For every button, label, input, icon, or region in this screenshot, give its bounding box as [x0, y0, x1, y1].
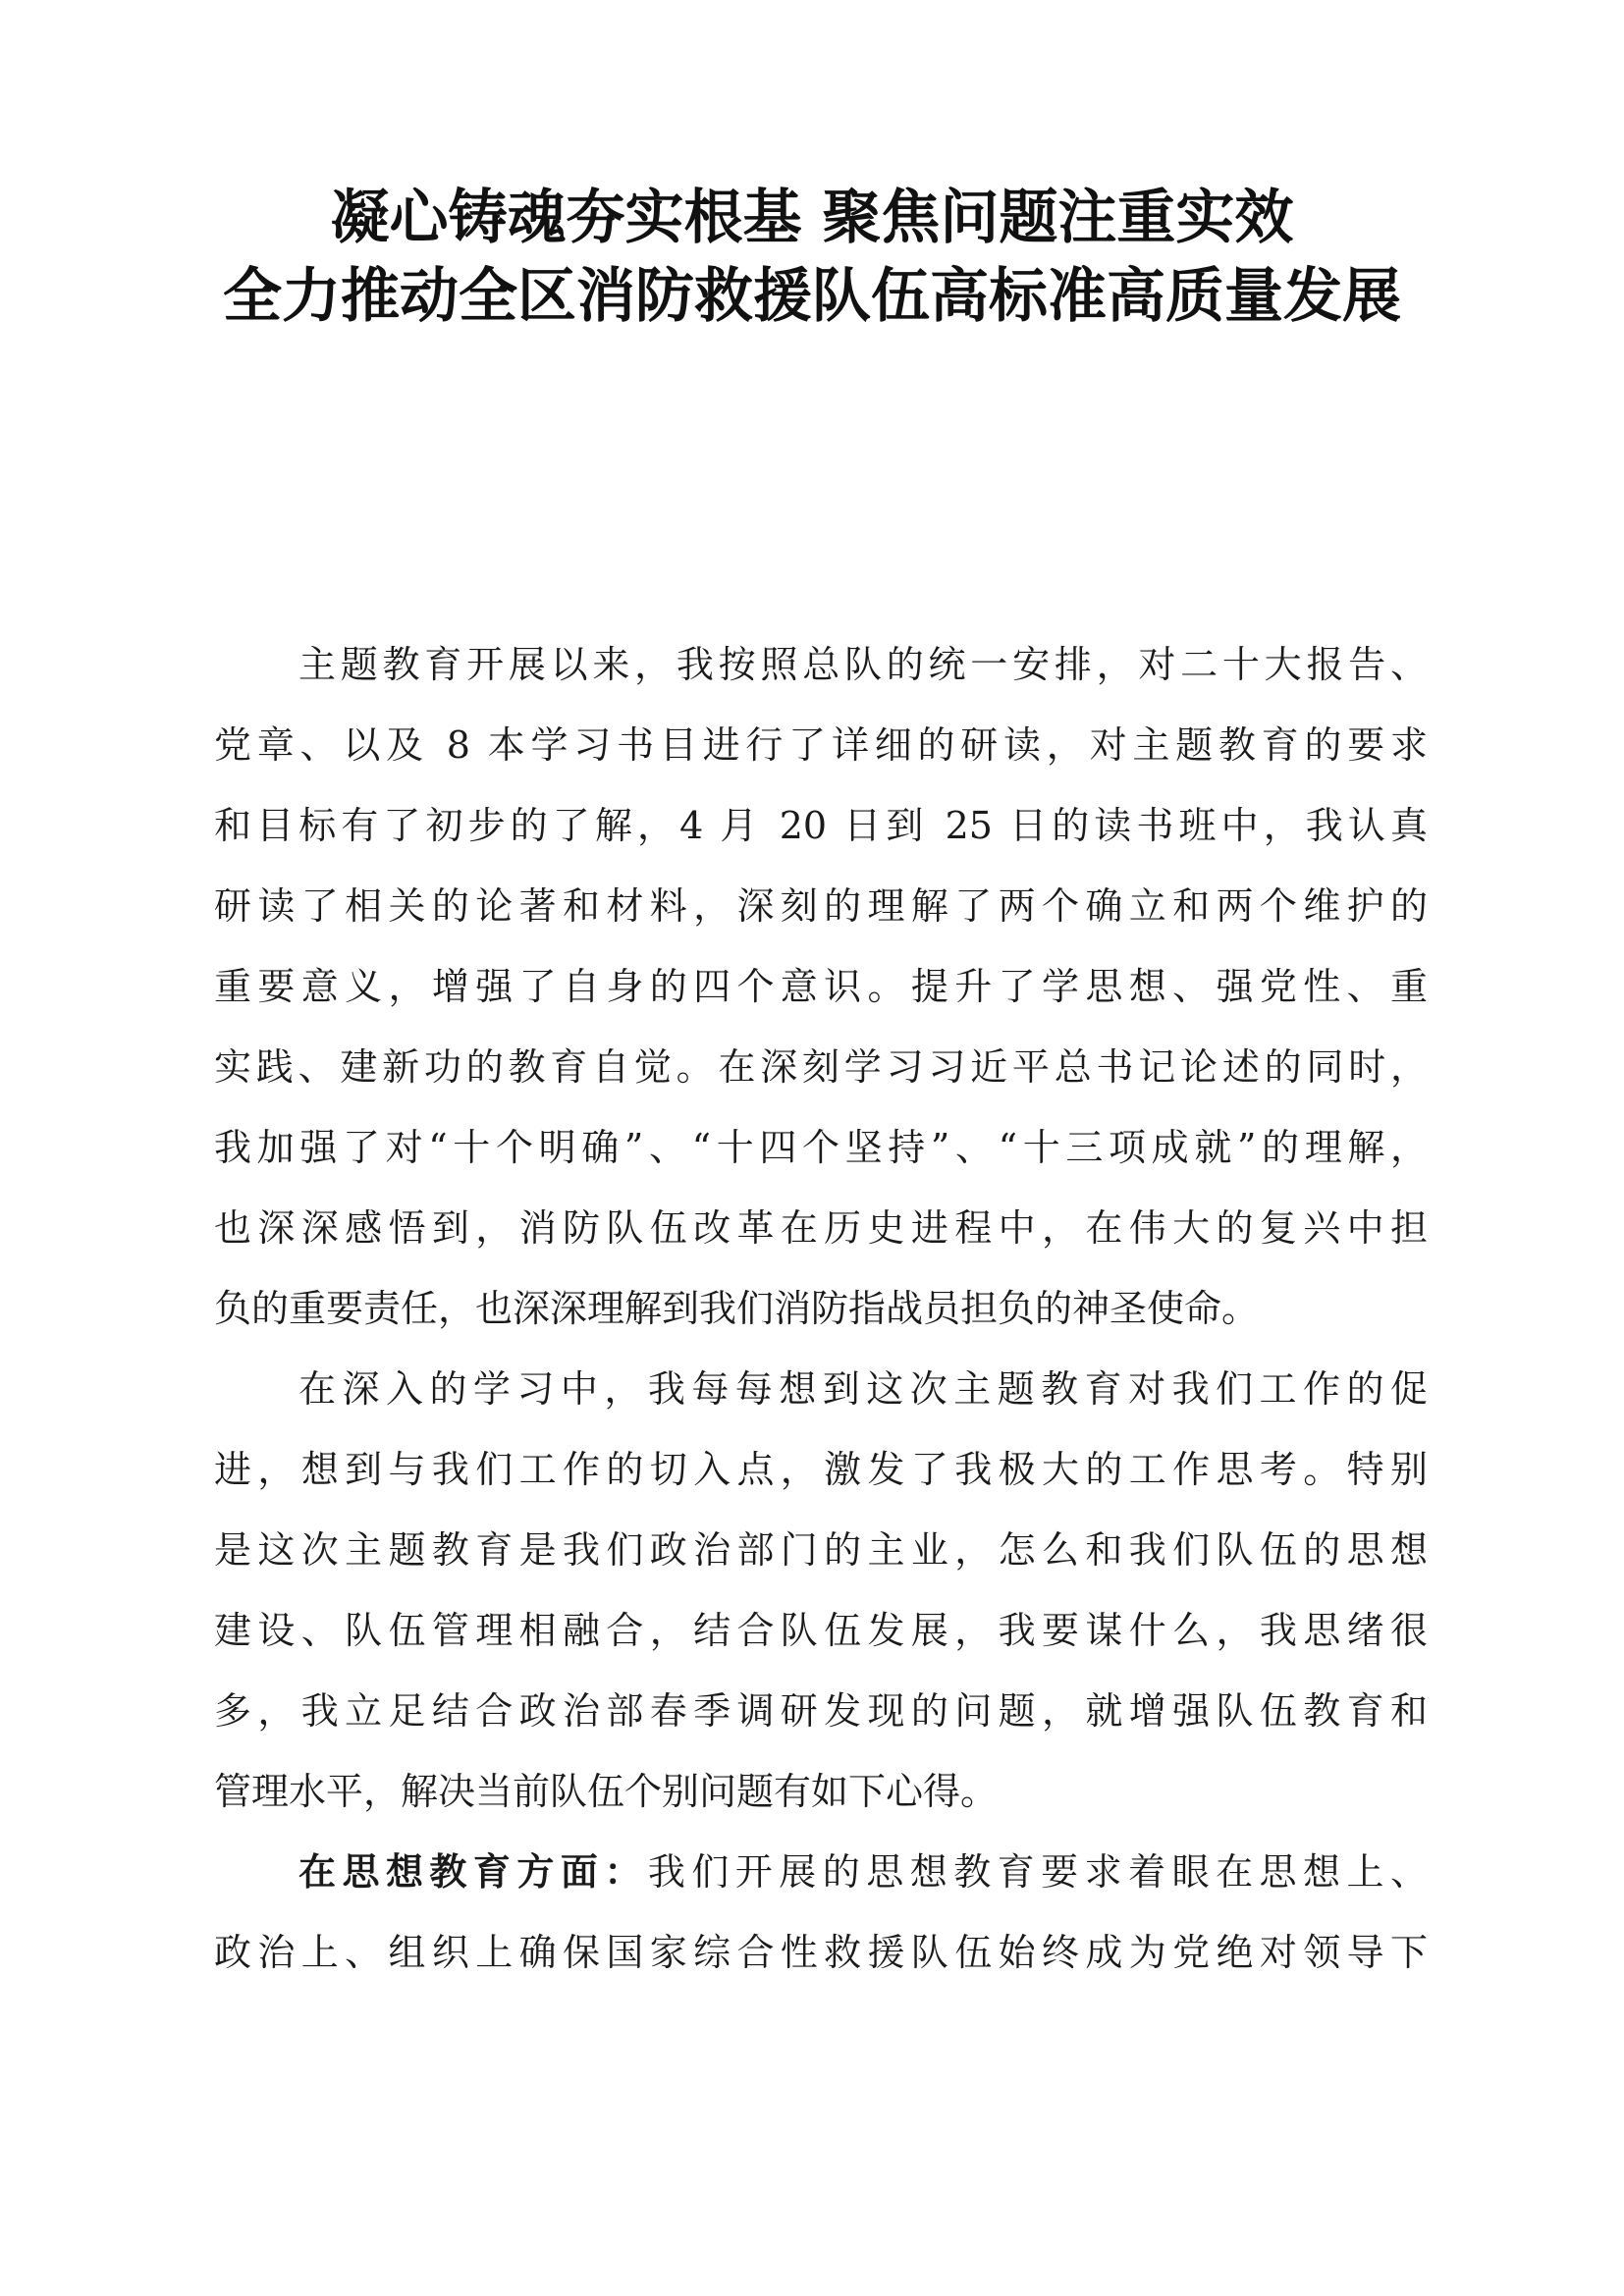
paragraph-line: 也深深感悟到，消防队伍改革在历史进程中，在伟大的复兴中担 — [214, 1206, 1428, 1250]
paragraph-1 — [214, 624, 1428, 1349]
paragraph-line: 实践、建新功的教育自觉。在深刻学习习近平总书记论述的同时， — [214, 1045, 1428, 1089]
document-title-line-2: 全力推动全区消防救援队伍高标准高质量发展 — [223, 262, 1401, 331]
paragraph-line: 进，想到与我们工作的切入点，激发了我极大的工作思考。特别 — [214, 1448, 1428, 1491]
paragraph-line: 建设、队伍管理相融合，结合队伍发展，我要谋什么，我思绪很 — [214, 1609, 1428, 1652]
paragraph-line: 研读了相关的论著和材料，深刻的理解了两个确立和两个维护的 — [214, 884, 1428, 928]
paragraph-line: 重要意义，增强了自身的四个意识。提升了学思想、强党性、重 — [214, 965, 1428, 1008]
paragraph-line-rest: 我们开展的思想教育要求着眼在思想上、 — [647, 1850, 1428, 1894]
paragraph-line: 是这次主题教育是我们政治部门的主业，怎么和我们队伍的思想 — [214, 1528, 1428, 1572]
paragraph-line — [214, 1832, 1428, 1912]
paragraph-line: 管理水平，解决当前队伍个别问题有如下心得。 — [214, 1770, 999, 1813]
paragraph-line: 和目标有了初步的了解，4 月 20 日到 25 日的读书班中，我认真 — [214, 804, 1428, 847]
paragraph-lead-heading: 在思想教育方面： — [298, 1850, 648, 1894]
paragraph-line: 政治上、组织上确保国家综合性救援队伍始终成为党绝对领导下 — [214, 1931, 1428, 1974]
paragraph-3 — [214, 1832, 1428, 1993]
document-body — [214, 624, 1428, 1993]
paragraph-2 — [214, 1349, 1428, 1832]
paragraph-line: 主题教育开展以来，我按照总队的统一安排，对二十大报告、 — [298, 643, 1428, 686]
paragraph-line: 党章、以及 8 本学习书目进行了详细的研读，对主题教育的要求 — [214, 723, 1428, 767]
paragraph-line: 我加强了对“十个明确”、“十四个坚持”、“十三项成就”的理解， — [214, 1126, 1428, 1169]
paragraph-line: 在深入的学习中，我每每想到这次主题教育对我们工作的促 — [298, 1367, 1428, 1411]
document-title-line-1: 凝心铸魂夯实根基 聚焦问题注重实效 — [330, 184, 1294, 252]
paragraph-line: 负的重要责任，也深深理解到我们消防指战员担负的神圣使命。 — [214, 1287, 1260, 1330]
paragraph-line: 多，我立足结合政治部春季调研发现的问题，就增强队伍教育和 — [214, 1689, 1428, 1733]
